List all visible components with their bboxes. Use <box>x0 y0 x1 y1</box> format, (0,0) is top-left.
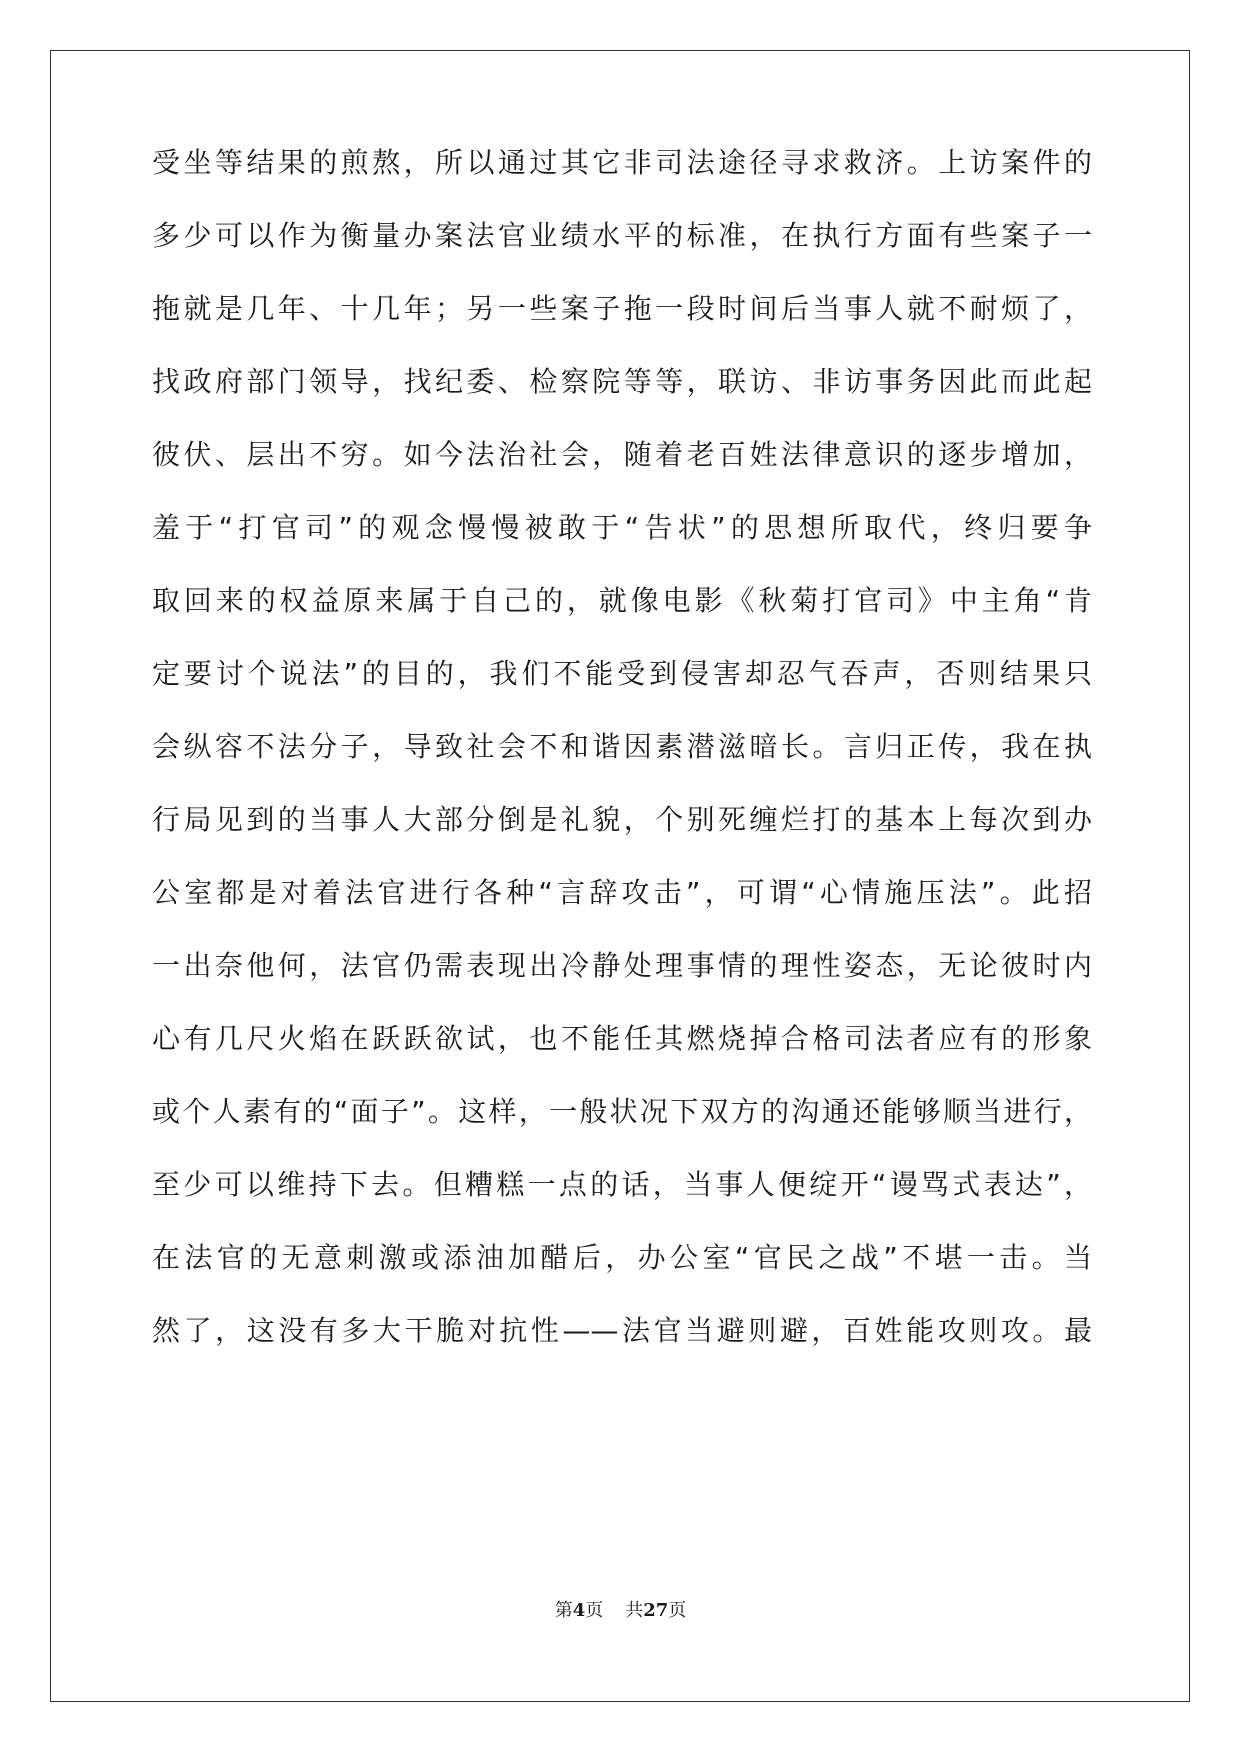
text-line: 在法官的无意刺激或添油加醋后，办公室“官民之战”不堪一击。当 <box>152 1241 1092 1274</box>
text-line: 然了，这没有多大干脆对抗性——法官当避则避，百姓能攻则攻。最 <box>152 1314 1092 1347</box>
text-line: 至少可以维持下去。但糟糕一点的话，当事人便绽开“谩骂式表达”， <box>152 1168 1092 1201</box>
text-line: 多少可以作为衡量办案法官业绩水平的标准，在执行方面有些案子一 <box>152 219 1092 252</box>
text-line: 彼伏、层出不穷。如今法治社会，随着老百姓法律意识的逐步增加， <box>152 438 1092 471</box>
total-pages: 27 <box>643 1600 669 1621</box>
total-prefix: 共 <box>625 1600 644 1621</box>
page-number: 4 <box>572 1600 586 1621</box>
page-footer <box>0 1596 1241 1622</box>
text-line: 找政府部门领导，找纪委、检察院等等，联访、非访事务因此而此起 <box>152 365 1092 398</box>
document-body <box>152 146 1092 1367</box>
text-line: 取回来的权益原来属于自己的，就像电影《秋菊打官司》中主角“肯 <box>152 584 1092 617</box>
text-line: 行局见到的当事人大部分倒是礼貌，个别死缠烂打的基本上每次到办 <box>152 803 1092 836</box>
text-line: 会纵容不法分子，导致社会不和谐因素潜滋暗长。言归正传，我在执 <box>152 730 1092 763</box>
total-suffix: 页 <box>668 1600 687 1621</box>
text-line: 羞于“打官司”的观念慢慢被敢于“告状”的思想所取代，终归要争 <box>152 511 1092 544</box>
text-line: 受坐等结果的煎熬，所以通过其它非司法途径寻求救济。上访案件的 <box>152 146 1092 179</box>
text-line: 公室都是对着法官进行各种“言辞攻击”，可谓“心情施压法”。此招 <box>152 876 1092 909</box>
text-line: 或个人素有的“面子”。这样，一般状况下双方的沟通还能够顺当进行， <box>152 1095 1092 1128</box>
text-line: 心有几尺火焰在跃跃欲试，也不能任其燃烧掉合格司法者应有的形象 <box>152 1022 1092 1055</box>
text-line: 定要讨个说法”的目的，我们不能受到侵害却忍气吞声，否则结果只 <box>152 657 1092 690</box>
page-prefix: 第 <box>554 1600 573 1621</box>
text-line: 拖就是几年、十几年；另一些案子拖一段时间后当事人就不耐烦了， <box>152 292 1092 325</box>
text-line: 一出奈他何，法官仍需表现出冷静处理事情的理性姿态，无论彼时内 <box>152 949 1092 982</box>
page-suffix: 页 <box>585 1600 604 1621</box>
